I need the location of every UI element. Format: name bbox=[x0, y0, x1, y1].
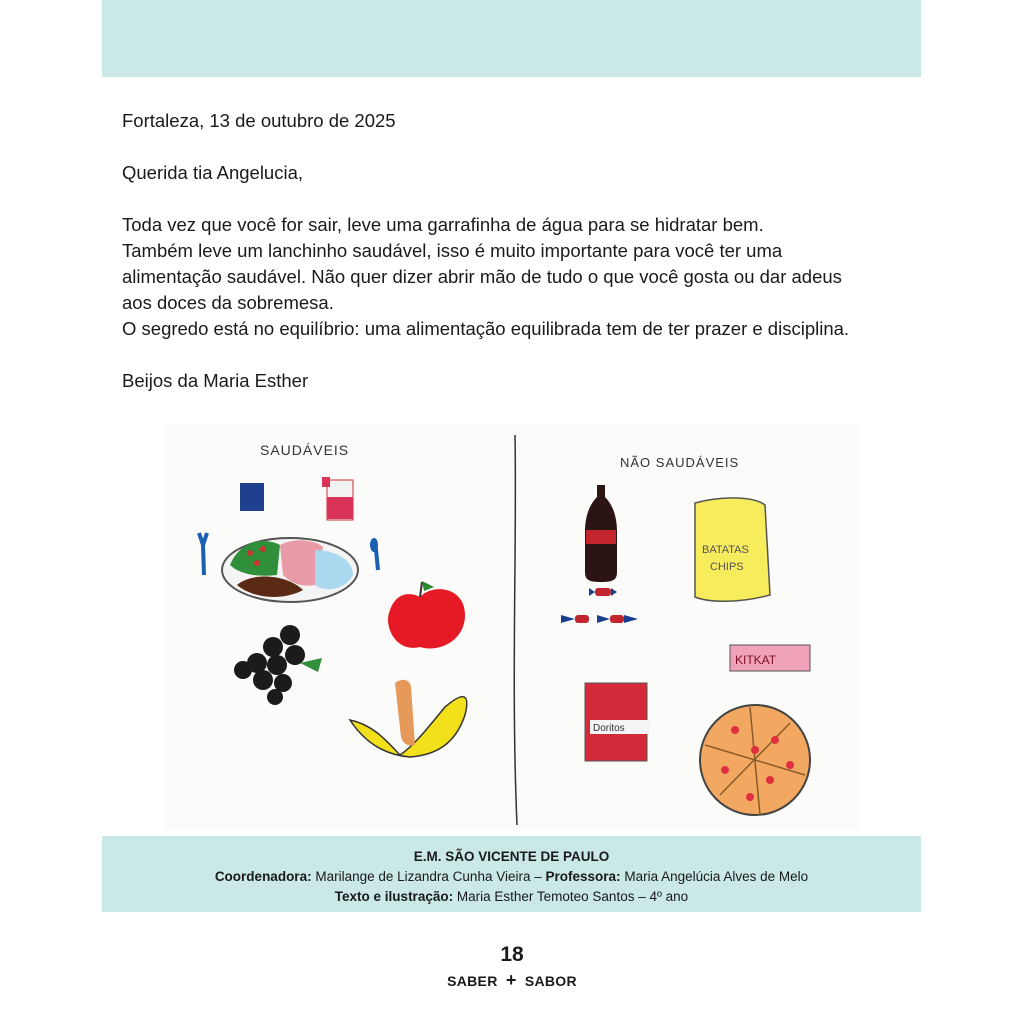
coord-label: Coordenadora: bbox=[214, 869, 312, 884]
drawing-divider bbox=[514, 435, 517, 825]
coord-name: Marilange de Lizandra Cunha Vieira bbox=[315, 869, 531, 884]
drawing-label-healthy: SAUDÁVEIS bbox=[260, 442, 350, 458]
author-label: Texto e ilustração: bbox=[334, 889, 454, 904]
svg-text:BATATAS: BATATAS bbox=[702, 544, 749, 556]
letter bbox=[122, 108, 912, 394]
author-name: Maria Esther Temoteo Santos – 4º ano bbox=[456, 889, 689, 904]
letter-body-line: aos doces da sobremesa. bbox=[122, 292, 334, 313]
prof-label: Professora: bbox=[545, 869, 621, 884]
drawing-soda-bottle bbox=[585, 485, 617, 582]
drawing-label-unhealthy: NÃO SAUDÁVEIS bbox=[620, 455, 740, 470]
drawing-fork bbox=[199, 533, 207, 575]
svg-text:KITKAT: KITKAT bbox=[735, 653, 777, 667]
svg-text:Doritos: Doritos bbox=[593, 723, 625, 734]
drawing-grapes bbox=[234, 625, 322, 705]
drawing-snack-can bbox=[585, 683, 650, 761]
letter-place-date: Fortaleza, 13 de outubro de 2025 bbox=[122, 110, 396, 131]
letter-greeting: Querida tia Angelucia, bbox=[122, 162, 304, 183]
page-number: 18 bbox=[500, 943, 524, 966]
drawing-banana bbox=[350, 680, 467, 757]
drawing-candies bbox=[561, 588, 638, 623]
credits-band bbox=[102, 836, 921, 912]
brand-right: SABOR bbox=[524, 973, 577, 989]
drawing-chips-bag bbox=[695, 498, 770, 601]
drawing-water-box bbox=[240, 483, 264, 511]
drawing-candy-bar bbox=[730, 645, 810, 671]
brand-left: SABER bbox=[447, 973, 498, 989]
svg-text:CHIPS: CHIPS bbox=[710, 561, 744, 573]
credits-coordination-line bbox=[102, 867, 921, 887]
letter-body-line: Toda vez que você for sair, leve uma garrafinha de água para se hidratar bem. bbox=[122, 214, 764, 235]
letter-body-line: O segredo está no equilíbrio: uma alimentação equilibrada tem de ter prazer e disciplina. bbox=[122, 318, 850, 339]
school-name: E.M. SÃO VICENTE DE PAULO bbox=[413, 849, 610, 864]
drawing-apple bbox=[388, 581, 465, 648]
letter-body-line: alimentação saudável. Não quer dizer abrir mão de tudo o que você gosta ou dar adeus bbox=[122, 266, 842, 287]
drawing-pizza bbox=[700, 705, 810, 815]
letter-body-line: Também leve um lanchinho saudável, isso é muito importante para você ter uma bbox=[122, 240, 783, 261]
credits-author-line bbox=[102, 887, 921, 907]
brand-plus: + bbox=[505, 970, 517, 990]
drawing-plate bbox=[222, 538, 358, 602]
top-band bbox=[102, 0, 921, 77]
child-drawing bbox=[165, 425, 860, 830]
prof-name: Maria Angelúcia Alves de Melo bbox=[624, 869, 809, 884]
brand-footer bbox=[0, 970, 1024, 991]
letter-closing: Beijos da Maria Esther bbox=[122, 370, 309, 391]
credits-separator: – bbox=[534, 869, 542, 884]
